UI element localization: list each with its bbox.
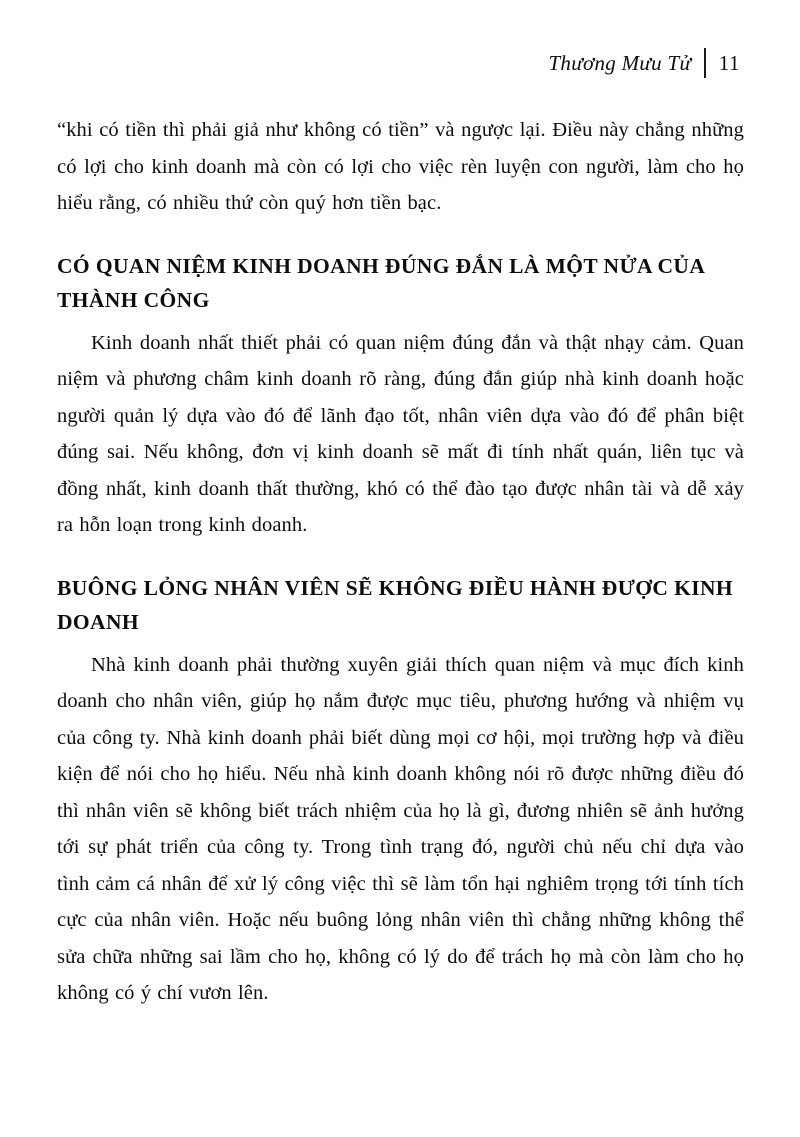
header-separator — [704, 48, 706, 78]
section-heading-2: BUÔNG LỎNG NHÂN VIÊN SẼ KHÔNG ĐIỀU HÀNH ĐƯỢC KINH DOANH — [57, 575, 734, 634]
section-1-paragraph: Kinh doanh nhất thiết phải có quan niệm đúng đắn và thật nhạy cảm. Quan niệm và phương châm kinh doanh rõ ràng, đúng đắn giúp nhà kinh doanh hoặc người quản lý dựa vào đó để lãnh đạo tốt, nhân viên dựa vào đó để phân biệt đúng sai. Nếu không, đơn vị kinh doanh sẽ mất đi tính nhất quán, liên tục và đồng nhất, kinh doanh thất thường, khó có thể đào tạo được nhân tài và dễ xảy ra hỗn loạn trong kinh doanh. — [57, 331, 744, 536]
continuation-paragraph: “khi có tiền thì phải giả như không có tiền” và ngược lại. Điều này chẳng những có lợi cho kinh doanh mà còn có lợi cho việc rèn luyện con người, làm cho họ hiểu rằng, có nhiều thứ còn quý hơn tiền bạc. — [57, 119, 744, 214]
page-header — [57, 48, 744, 78]
page-number: 11 — [718, 50, 740, 75]
running-head-title: Thương Mưu Tử — [548, 50, 692, 75]
section-heading-1: CÓ QUAN NIỆM KINH DOANH ĐÚNG ĐẮN LÀ MỘT NỬA CỦA THÀNH CÔNG — [57, 253, 705, 312]
section-2-paragraph: Nhà kinh doanh phải thường xuyên giải thích quan niệm và mục đích kinh doanh cho nhân viên, giúp họ nắm được mục tiêu, phương hướng và nhiệm vụ của công ty. Nhà kinh doanh phải biết dùng mọi cơ hội, mọi trường hợp và điều kiện để nói cho họ hiểu. Nếu nhà kinh doanh không nói rõ được những điều đó thì nhân viên sẽ không biết trách nhiệm của họ là gì, đương nhiên sẽ ảnh hưởng tới sự phát triển của công ty. Trong tình trạng đó, người chủ nếu chỉ dựa vào tình cảm cá nhân để xử lý công việc thì sẽ làm tổn hại nghiêm trọng tới tính tích cực của nhân viên. Hoặc nếu buông lỏng nhân viên thì chẳng những không thể sửa chữa những sai lầm cho họ, không có lý do để trách họ mà còn làm cho họ không có ý chí vươn lên. — [57, 653, 744, 1004]
